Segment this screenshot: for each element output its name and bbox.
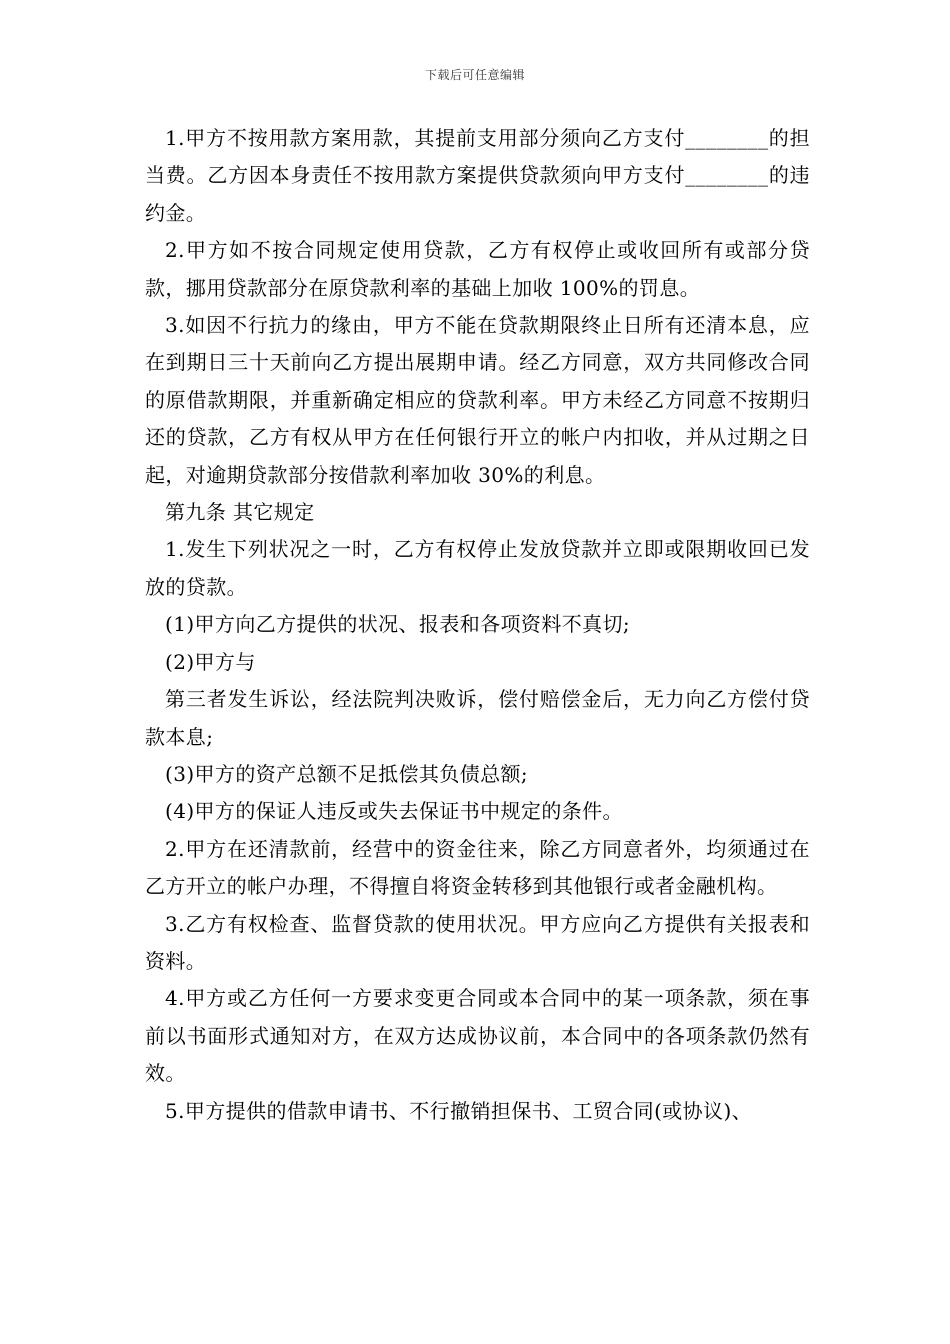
paragraph: 1.甲方不按用款方案用款，其提前支用部分须向乙方支付________的担当费。乙方因本身责任不按用款方案提供贷款须向甲方支付________的违约金。 (145, 126, 810, 225)
list-item: (2)甲方与 (165, 649, 256, 674)
paragraph: 3.乙方有权检查、监督贷款的使用状况。甲方应向乙方提供有关报表和资料。 (145, 911, 810, 973)
paragraph: 1.发生下列状况之一时，乙方有权停止发放贷款并立即或限期收回已发放的贷款。 (145, 537, 810, 599)
list-item: (4)甲方的保证人违反或失去保证书中规定的条件。 (165, 799, 623, 824)
section-heading: 第九条 其它规定 (165, 500, 315, 525)
page-header: 下载后可任意编辑 (424, 68, 525, 82)
paragraph: 5.甲方提供的借款申请书、不行撤销担保书、工贸合同(或协议)、 (165, 1098, 753, 1123)
paragraph: 4.甲方或乙方任何一方要求变更合同或本合同中的某一项条款，须在事前以书面形式通知对方，在双方达成协议前，本合同中的各项条款仍然有效。 (145, 986, 810, 1086)
paragraph: 2.甲方如不按合同规定使用贷款，乙方有权停止或收回所有或部分贷款，挪用贷款部分在原贷款利率的基础上加收 100%的罚息。 (145, 238, 810, 300)
paragraph: 2.甲方在还清款前，经营中的资金往来，除乙方同意者外，均须通过在乙方开立的帐户办理，不得擅自将资金转移到其他银行或者金融机构。 (145, 836, 810, 899)
paragraph: 第三者发生诉讼，经法院判决败诉，偿付赔偿金后，无力向乙方偿付贷款本息; (145, 687, 810, 749)
list-item: (3)甲方的资产总额不足抵偿其负债总额; (165, 761, 529, 786)
list-item: (1)甲方向乙方提供的状况、报表和各项资料不真切; (165, 612, 631, 637)
document-body (145, 120, 810, 1130)
paragraph: 3.如因不行抗力的缘由，甲方不能在贷款期限终止日所有还清本息，应在到期日三十天前向乙方提出展期申请。经乙方同意，双方共同修改合同的原借款期限，并重新确定相应的贷款利率。甲方未经乙方同意不按期归还的贷款，乙方有权从甲方在任何银行开立的帐户内扣收，并从过期之日起，对逾期贷款部分按借款利率加收 30%的利息。 (145, 313, 810, 487)
